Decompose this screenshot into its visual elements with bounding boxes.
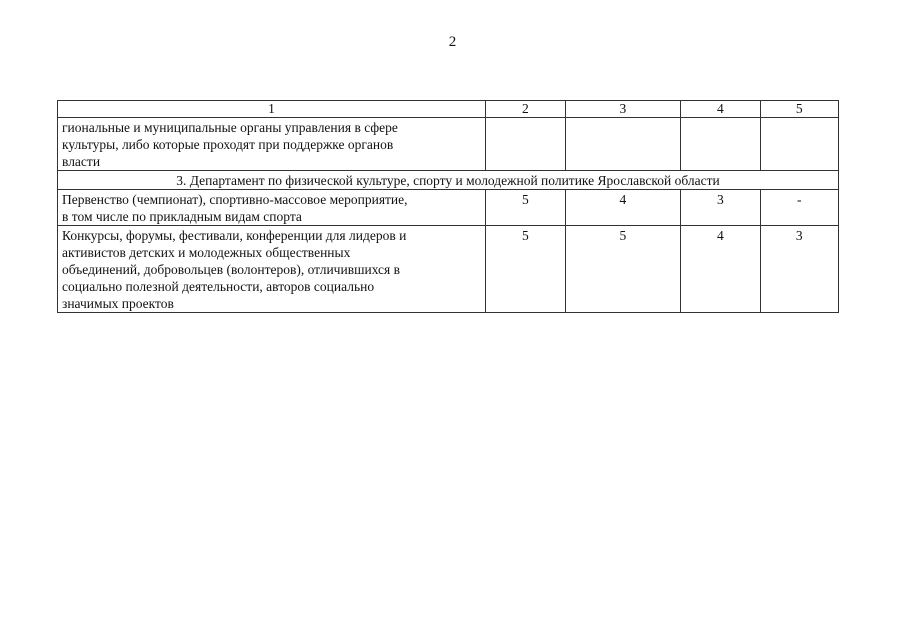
desc-line: власти — [62, 154, 101, 169]
table-cell: 5 — [486, 226, 565, 313]
criteria-table — [57, 100, 839, 313]
table-cell: - — [760, 190, 838, 226]
desc-line: гиональные и муниципальные органы управления в сфере — [62, 120, 398, 135]
table-header-row — [58, 101, 839, 118]
desc-line: социально полезной деятельности, авторов социально — [62, 279, 375, 294]
desc-line: культуры, либо которые проходят при поддержке органов — [62, 137, 394, 152]
desc-line: значимых проектов — [62, 296, 174, 311]
table-cell: 4 — [565, 190, 681, 226]
row-championship-description — [58, 190, 486, 226]
table-row — [58, 118, 839, 171]
header-col-5: 5 — [760, 101, 838, 118]
desc-line: активистов детских и молодежных общественных — [62, 245, 351, 260]
table-cell — [681, 118, 760, 171]
table-cell — [760, 118, 838, 171]
page-number: 2 — [448, 34, 457, 50]
desc-line: в том числе по прикладным видам спорта — [62, 209, 302, 224]
table-cell: 3 — [760, 226, 838, 313]
desc-line: Конкурсы, форумы, фестивали, конференции для лидеров и — [62, 228, 407, 243]
desc-line: объединений, добровольцев (волонтеров), отличившихся в — [62, 262, 401, 277]
table-cell: 5 — [565, 226, 681, 313]
table-cell: 3 — [681, 190, 760, 226]
header-col-2: 2 — [486, 101, 565, 118]
row-continuation-description — [58, 118, 486, 171]
table-row — [58, 190, 839, 226]
table-cell — [486, 118, 565, 171]
table-cell: 5 — [486, 190, 565, 226]
table-cell: 4 — [681, 226, 760, 313]
desc-line: Первенство (чемпионат), спортивно-массовое мероприятие, — [62, 192, 408, 207]
section-title: 3. Департамент по физической культуре, спорту и молодежной политике Ярославской области — [58, 171, 839, 190]
header-col-4: 4 — [681, 101, 760, 118]
table-row — [58, 226, 839, 313]
row-contests-description — [58, 226, 486, 313]
header-col-3: 3 — [565, 101, 681, 118]
section-row — [58, 171, 839, 190]
table-cell — [565, 118, 681, 171]
header-col-1: 1 — [58, 101, 486, 118]
